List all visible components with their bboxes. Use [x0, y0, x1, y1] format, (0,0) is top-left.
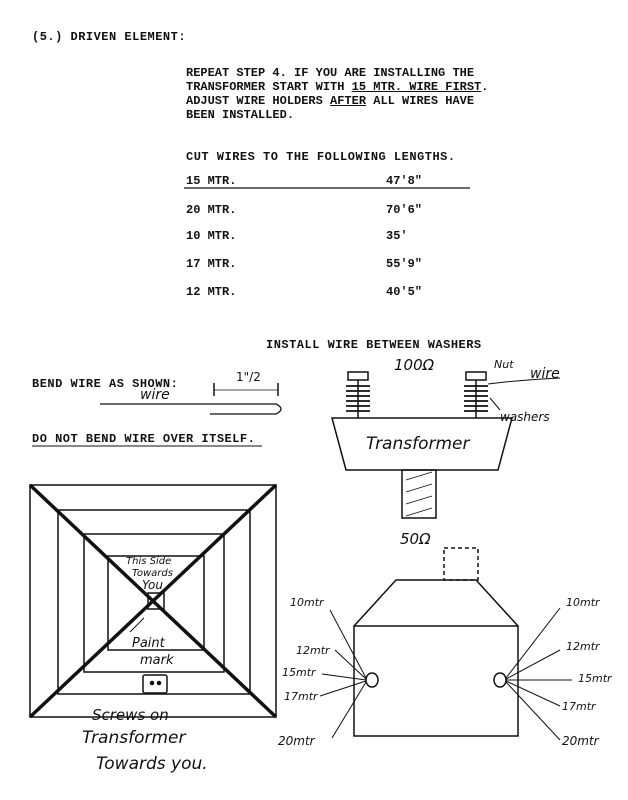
screws-line-3: Towards you. [96, 754, 208, 774]
left-wire-label: 20mtr [278, 734, 315, 748]
wire-length: 55'9" [386, 257, 423, 271]
right-wire-label: 20mtr [562, 734, 599, 748]
wire-length: 40'5" [386, 285, 423, 299]
nut-label: Nut [494, 358, 514, 371]
right-wire-label: 15mtr [578, 672, 612, 685]
right-wire-label: 10mtr [566, 596, 600, 609]
wire-band: 12 MTR. [186, 285, 237, 299]
bend-wire-caption: BEND WIRE AS SHOWN: [32, 377, 179, 391]
wire-length: 35' [386, 229, 408, 243]
bent-wire-illustration [100, 383, 281, 414]
no-bend-caption: DO NOT BEND WIRE OVER ITSELF. [32, 432, 256, 446]
washers-label: washers [500, 410, 550, 424]
left-wire-label: 12mtr [296, 644, 330, 657]
wire-length: 70'6" [386, 203, 423, 217]
instructions-line-3-end: ALL WIRES HAVE [366, 94, 475, 108]
instructions-line-3-start: ADJUST WIRE HOLDERS [186, 94, 331, 108]
section-heading: (5.) DRIVEN ELEMENT: [32, 30, 187, 44]
install-wire-caption: INSTALL WIRE BETWEEN WASHERS [266, 338, 482, 352]
instructions-after: AFTER [330, 94, 367, 108]
instructions-line-4: BEEN INSTALLED. [186, 108, 295, 122]
instructions-15mtr-first: 15 MTR. WIRE FIRST [351, 80, 482, 94]
top-ohm-label: 100Ω [394, 356, 435, 374]
antenna-frame-diagram [30, 485, 276, 717]
left-wire-label: 17mtr [284, 690, 318, 703]
screws-line-2: Transformer [82, 728, 186, 748]
bend-wire-label: wire [140, 387, 170, 403]
paint-label: Paint [132, 636, 165, 651]
right-wire-label: 17mtr [562, 700, 596, 713]
instructions-line-2-end: . [481, 80, 489, 94]
wire-band: 10 MTR. [186, 229, 237, 243]
wire-band: 17 MTR. [186, 257, 237, 271]
cut-wires-heading: CUT WIRES TO THE FOLLOWING LENGTHS. [186, 150, 456, 164]
instructions-line-1: REPEAT STEP 4. IF YOU ARE INSTALLING THE [186, 66, 475, 80]
wire-band: 15 MTR. [186, 174, 237, 188]
wire-length: 47'8" [386, 174, 423, 188]
towards-label: Towards [132, 568, 173, 579]
right-wire-label: 12mtr [566, 640, 600, 653]
screws-line-1: Screws on [92, 706, 169, 724]
top-wire-label: wire [530, 366, 560, 382]
bottom-ohm-label: 50Ω [400, 530, 431, 548]
instructions-line-2-start: TRANSFORMER START WITH [186, 80, 352, 94]
transformer-bottom-diagram [320, 548, 572, 740]
bend-dimension-label: 1"/2 [236, 370, 261, 384]
mark-label: mark [140, 653, 174, 668]
transformer-box-label: Transformer [366, 434, 470, 454]
left-wire-label: 10mtr [290, 596, 324, 609]
this-side-label: This Side [126, 556, 172, 567]
you-label: You [142, 578, 163, 592]
left-wire-label: 15mtr [282, 666, 316, 679]
wire-band: 20 MTR. [186, 203, 237, 217]
